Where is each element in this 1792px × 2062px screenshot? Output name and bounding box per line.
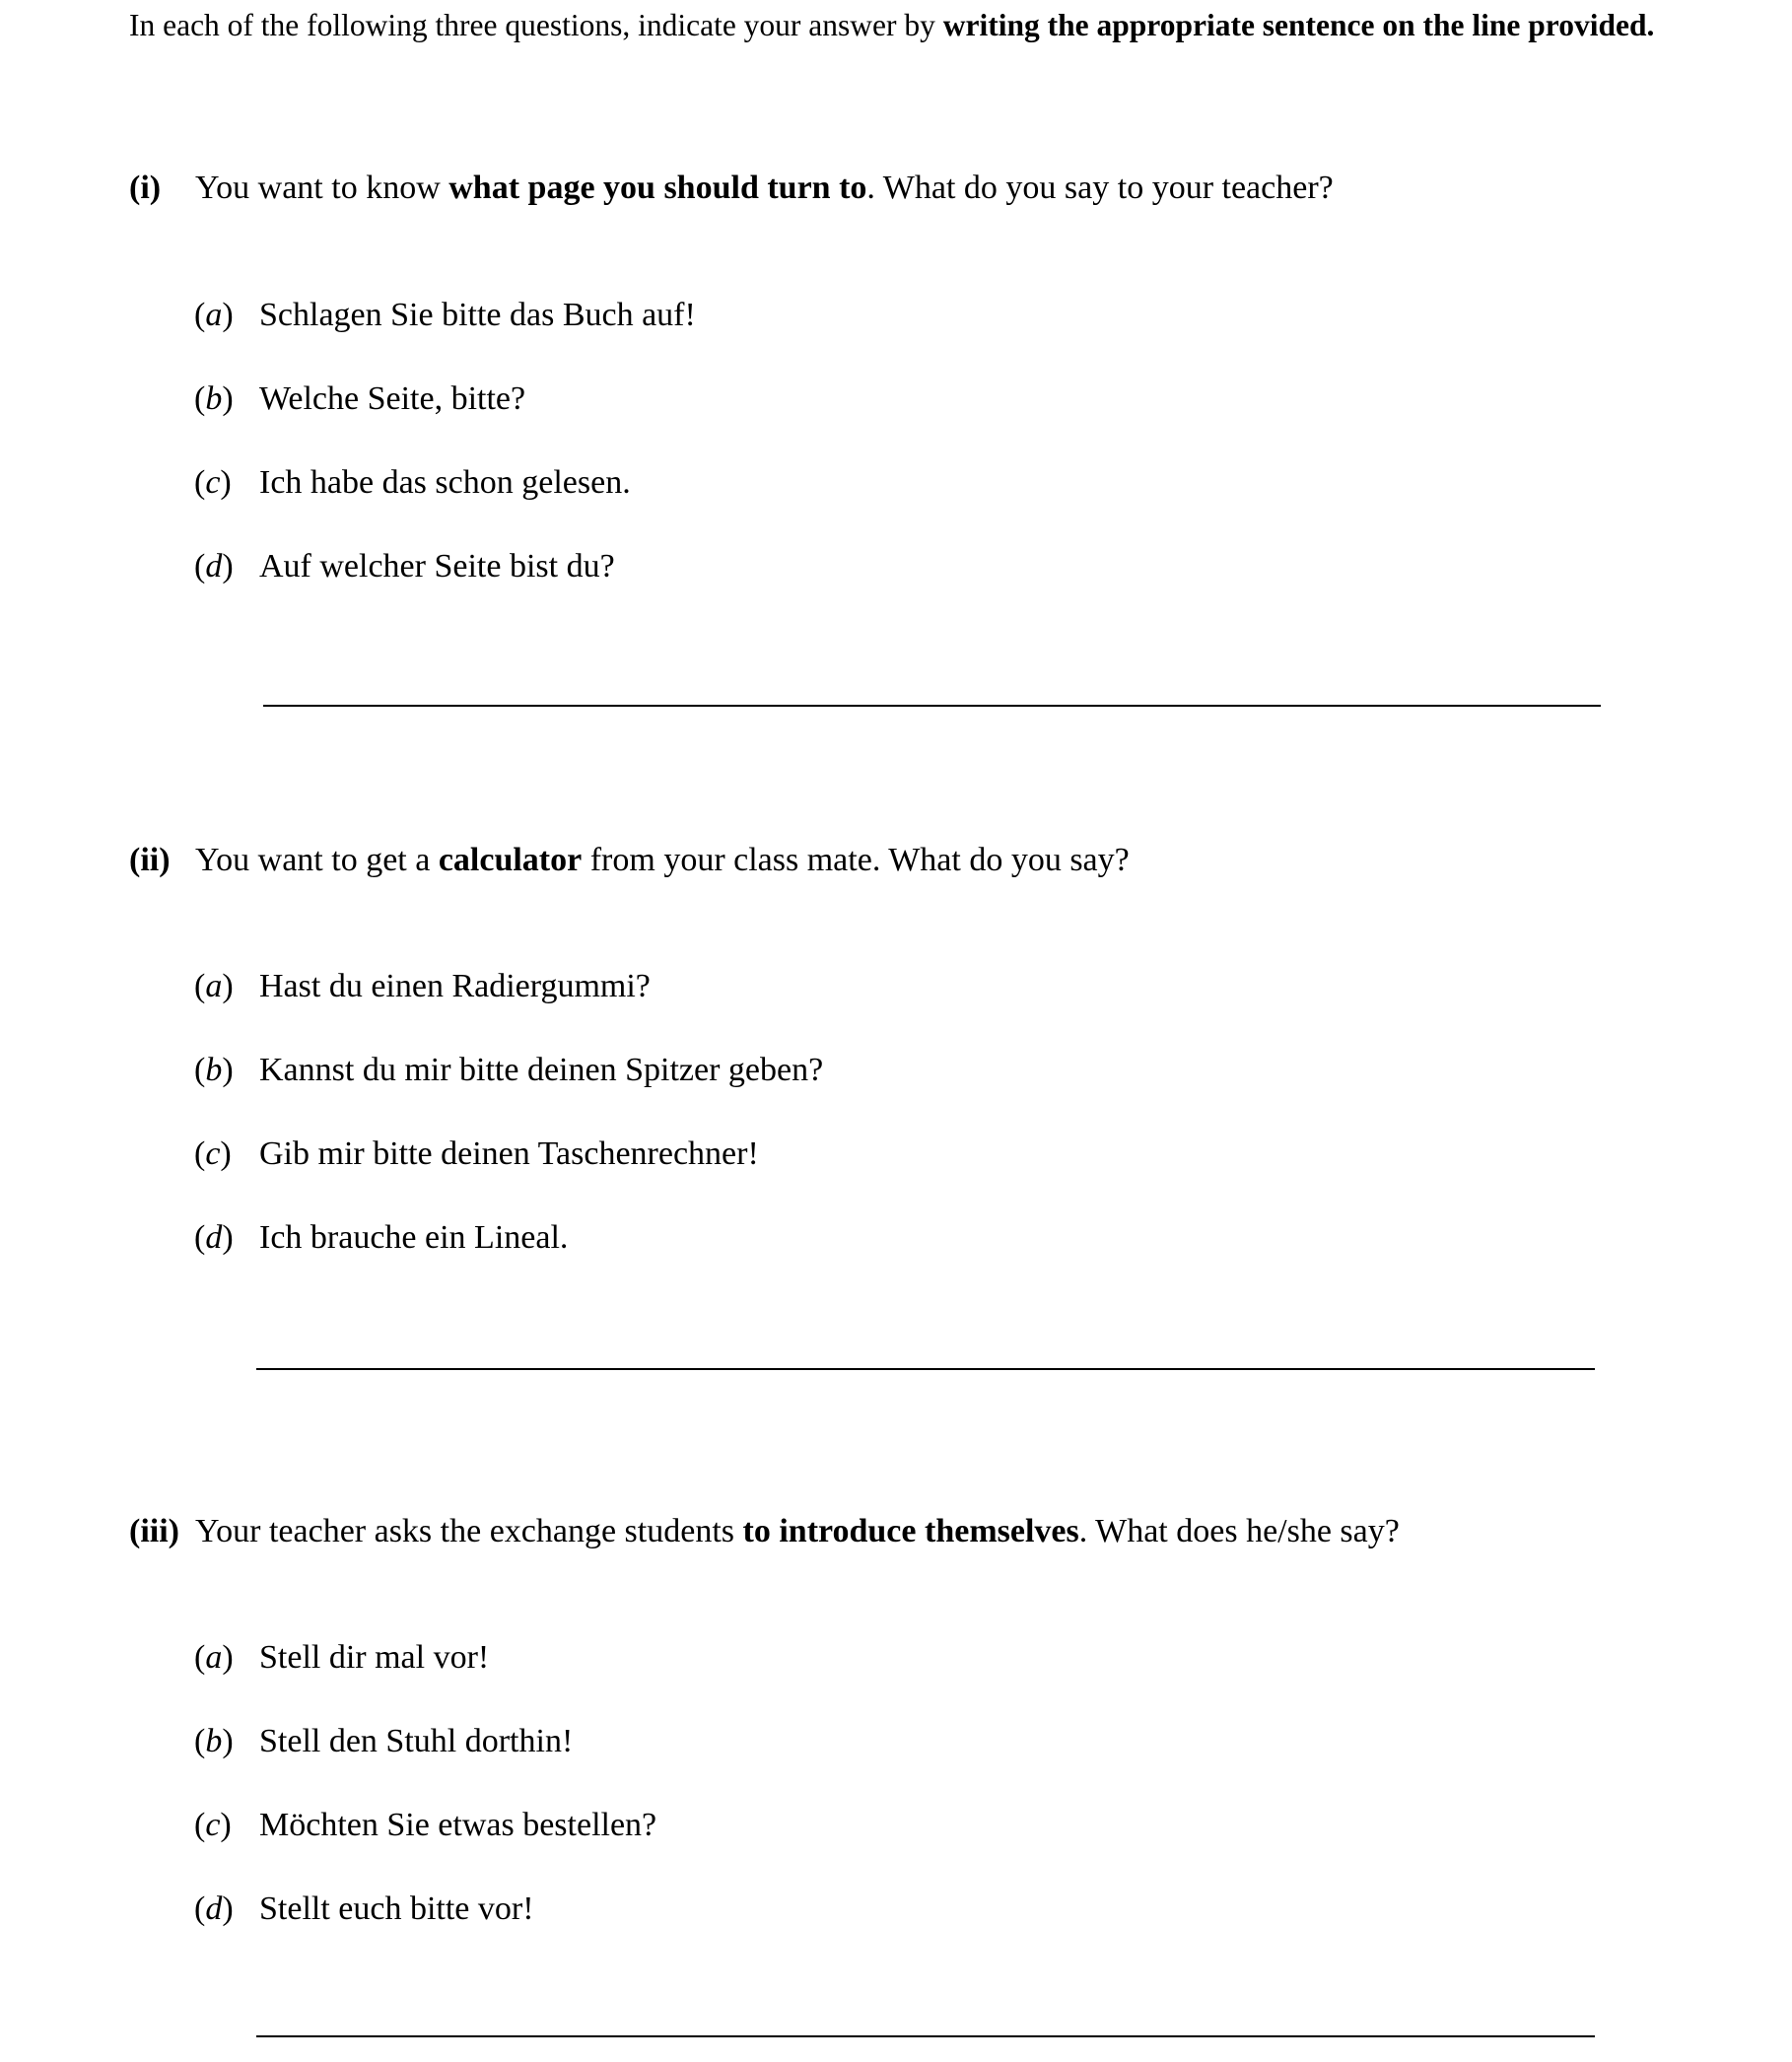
option-label: (d) (194, 1219, 234, 1256)
option-label: (d) (194, 1890, 234, 1927)
instructions (129, 6, 1667, 45)
option-label: (c) (194, 464, 232, 501)
option-text: Gib mir bitte deinen Taschenrechner! (259, 1135, 759, 1172)
question-2-option-b (194, 1051, 823, 1090)
question-3-option-b (194, 1722, 573, 1761)
question-3-option-a (194, 1638, 489, 1678)
question-1-option-b (194, 379, 525, 419)
question-2-prompt (129, 841, 1130, 880)
prompt-text: Your teacher asks the exchange students (195, 1513, 743, 1549)
prompt-text: You want to get a (195, 842, 439, 878)
option-label: (a) (194, 297, 234, 333)
question-1-option-a (194, 296, 696, 335)
option-text: Auf welcher Seite bist du? (259, 548, 615, 584)
option-text: Ich brauche ein Lineal. (259, 1219, 569, 1256)
prompt-text: You want to know (195, 170, 449, 206)
option-label: (b) (194, 1723, 234, 1759)
option-label: (a) (194, 968, 234, 1004)
option-label: (b) (194, 380, 234, 417)
option-text: Möchten Sie etwas bestellen? (259, 1807, 657, 1843)
option-text: Kannst du mir bitte deinen Spitzer geben? (259, 1052, 824, 1088)
instructions-text: In each of the following three questions, indicate your answer by (129, 8, 943, 42)
question-3-prompt (129, 1512, 1400, 1551)
option-text: Stell den Stuhl dorthin! (259, 1723, 574, 1759)
option-text: Schlagen Sie bitte das Buch auf! (259, 297, 696, 333)
question-1-option-d (194, 547, 615, 586)
option-text: Stell dir mal vor! (259, 1639, 490, 1676)
question-number: (iii) (129, 1513, 179, 1549)
prompt-text: . What do you say to your teacher? (866, 170, 1334, 206)
prompt-emphasis: what page you should turn to (448, 170, 867, 206)
question-number: (i) (129, 170, 162, 206)
question-3-answer-line[interactable] (256, 2035, 1595, 2037)
question-2-option-c (194, 1134, 759, 1174)
option-text: Welche Seite, bitte? (259, 380, 526, 417)
option-text: Stellt euch bitte vor! (259, 1890, 534, 1927)
question-2-answer-line[interactable] (256, 1368, 1595, 1370)
option-label: (c) (194, 1135, 232, 1172)
prompt-emphasis: calculator (438, 842, 583, 878)
option-label: (b) (194, 1052, 234, 1088)
question-1-answer-line[interactable] (263, 705, 1601, 707)
question-2-option-a (194, 967, 651, 1006)
question-3-option-d (194, 1890, 534, 1929)
option-label: (c) (194, 1807, 232, 1843)
prompt-text: . What does he/she say? (1078, 1513, 1400, 1549)
question-1-prompt (129, 169, 1334, 208)
instructions-emphasis: writing the appropriate sentence on the line provided. (942, 8, 1655, 42)
option-label: (d) (194, 548, 234, 584)
option-text: Hast du einen Radiergummi? (259, 968, 651, 1004)
question-number: (ii) (129, 842, 171, 878)
question-2-option-d (194, 1218, 568, 1258)
question-3-option-c (194, 1806, 656, 1845)
question-1-option-c (194, 463, 631, 503)
option-label: (a) (194, 1639, 234, 1676)
prompt-emphasis: to introduce themselves (742, 1513, 1079, 1549)
option-text: Ich habe das schon gelesen. (259, 464, 631, 501)
prompt-text: from your class mate. What do you say? (582, 842, 1130, 878)
